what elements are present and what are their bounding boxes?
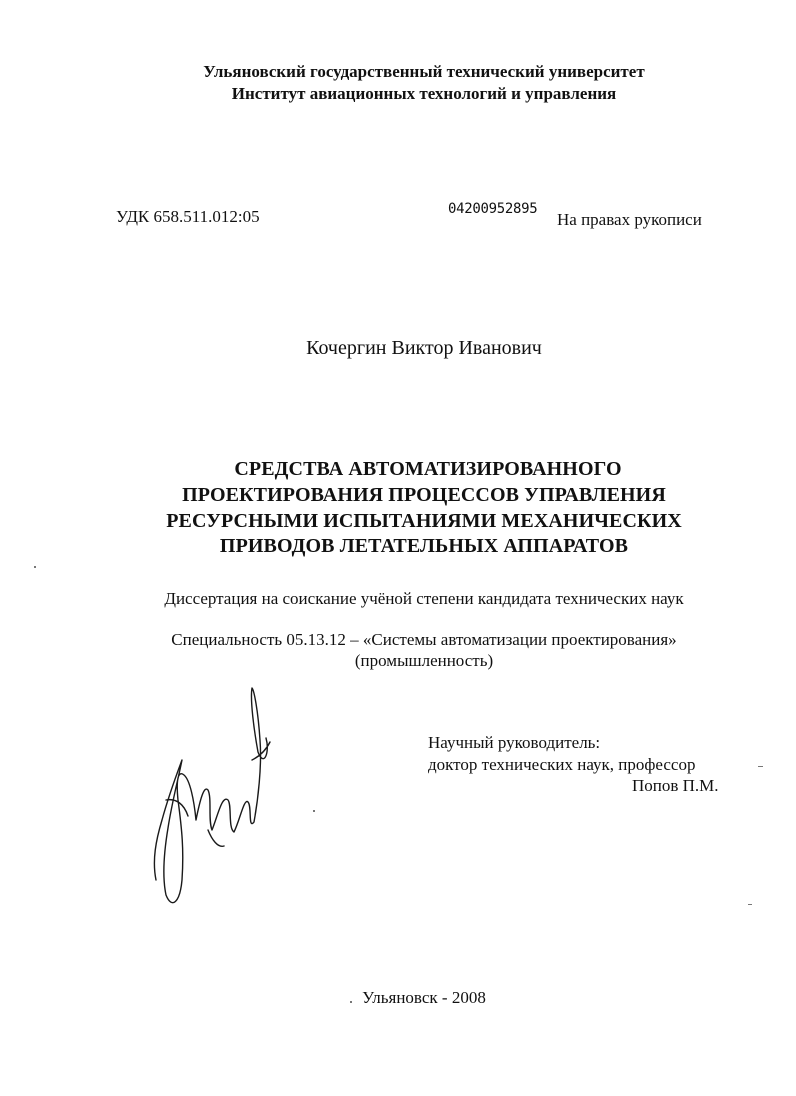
manuscript-rights-note: На правах рукописи [557, 210, 702, 229]
title-line-2: ПРОЕКТИРОВАНИЯ ПРОЦЕССОВ УПРАВЛЕНИЯ [182, 484, 666, 506]
supervisor-label: Научный руководитель: [428, 733, 601, 752]
scan-speck [758, 766, 763, 767]
dissertation-note: Диссертация на соискание учёной степени кандидата технических наук [164, 589, 684, 608]
title-line-3: РЕСУРСНЫМИ ИСПЫТАНИЯМИ МЕХАНИЧЕСКИХ [166, 510, 682, 532]
supervisor-name: Попов П.М. [632, 776, 719, 795]
scan-speck [34, 566, 36, 568]
university-name: Ульяновский государственный технический университет [203, 62, 645, 81]
city-year: Ульяновск - 2008 [362, 988, 486, 1007]
udc-code: УДК 658.511.012:05 [116, 207, 260, 226]
author-signature [148, 680, 288, 920]
scan-speck [350, 1001, 352, 1003]
author-name: Кочергин Виктор Иванович [306, 337, 542, 359]
title-line-1: СРЕДСТВА АВТОМАТИЗИРОВАННОГО [234, 458, 622, 480]
scan-speck [748, 904, 752, 905]
institute-name: Институт авиационных технологий и управления [231, 84, 617, 103]
archive-number: 04200952895 [448, 201, 538, 217]
specialty-domain: (промышленность) [354, 651, 494, 670]
title-line-4: ПРИВОДОВ ЛЕТАТЕЛЬНЫХ АППАРАТОВ [219, 535, 629, 557]
supervisor-degree: доктор технических наук, профессор [428, 755, 696, 774]
specialty-line: Специальность 05.13.12 – «Системы автоматизации проектирования» [171, 630, 677, 649]
scan-speck [313, 810, 315, 812]
